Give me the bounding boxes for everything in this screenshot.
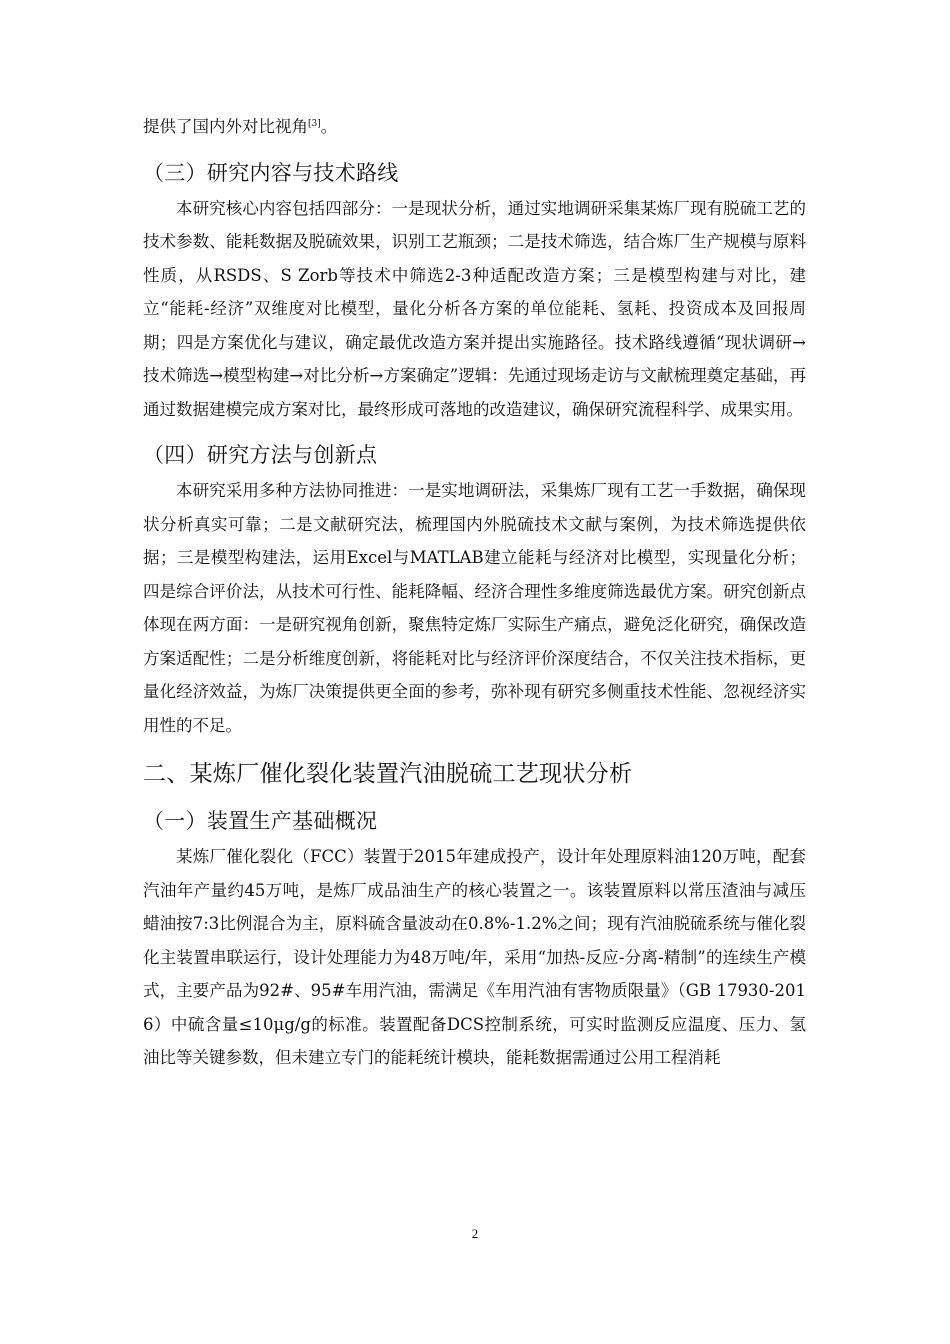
section-heading-research-methods: （四）研究方法与创新点 xyxy=(143,443,378,467)
section-body-research-methods: 本研究采用多种方法协同推进：一是实地调研法，采集炼厂现有工艺一手数据，确保现状分析真实可靠；二是文献研究法，梳理国内外脱硫技术文献与案例，为技术筛选提供依据；三是模型构建法，运用Excel与MATLAB建立能耗与经济对比模型，实现量化分析；四是综合评价法，从技术可行性、能耗降幅、经济合理性多维度筛选最优方案。研究创新点体现在两方面：一是研究视角创新，聚焦特定炼厂实际生产痛点，避免泛化研究，确保改造方案适配性；二是分析维度创新，将能耗对比与经济评价深度结合，不仅关注技术指标，更量化经济效益，为炼厂决策提供更全面的参考，弥补现有研究多侧重技术性能、忽视经济实用性的不足。 xyxy=(143,481,806,735)
continuation-end: 。 xyxy=(320,117,338,136)
page-content xyxy=(143,110,806,1075)
chapter-heading: 二、某炼厂催化裂化装置汽油脱硫工艺现状分析 xyxy=(143,761,633,787)
page-number: 2 xyxy=(471,1226,479,1241)
section-body-research-content: 本研究核心内容包括四部分：一是现状分析，通过实地调研采集某炼厂现有脱硫工艺的技术参数、能耗数据及脱硫效果，识别工艺瓶颈；二是技术筛选，结合炼厂生产规模与原料性质，从RSDS、S Zorb等技术中筛选2-3种适配改造方案；三是模型构建与对比，建立“能耗-经济”双维度对比模型，量化分析各方案的单位能耗、氢耗、投资成本及回报周期；四是方案优化与建议，确定最优改造方案并提出实施路径。技术路线遵循“现状调研→技术筛选→模型构建→对比分析→方案确定”逻辑：先通过现场走访与文献梳理奠定基础，再通过数据建模完成方案对比，最终形成可落地的改造建议，确保研究流程科学、成果实用。 xyxy=(143,198,806,419)
section-heading-research-content: （三）研究内容与技术路线 xyxy=(143,160,399,185)
continuation-text: 提供了国内外对比视角 xyxy=(143,117,308,136)
section-heading-basic-overview: （一）装置生产基础概况 xyxy=(143,809,378,833)
section-body-basic-overview: 某炼厂催化裂化（FCC）装置于2015年建成投产，设计年处理原料油120万吨，配套汽油年产量约45万吨，是炼厂成品油生产的核心装置之一。该装置原料以常压渣油与减压蜡油按7:3比例混合为主，原料硫含量波动在0.8%-1.2%之间；现有汽油脱硫系统与催化裂化主装置串联运行，设计处理能力为48万吨/年，采用“加热-反应-分离-精制”的连续生产模式，主要产品为92#、95#车用汽油，需满足《车用汽油有害物质限量》（GB 17930-2016）中硫含量≤10μg/g的标准。装置配备DCS控制系统，可实时监测反应温度、压力、氢油比等关键参数，但未建立专门的能耗统计模块，能耗数据需通过公用工程消耗 xyxy=(143,847,806,1067)
continuation-paragraph xyxy=(143,110,806,144)
citation-reference: [3] xyxy=(308,119,321,129)
